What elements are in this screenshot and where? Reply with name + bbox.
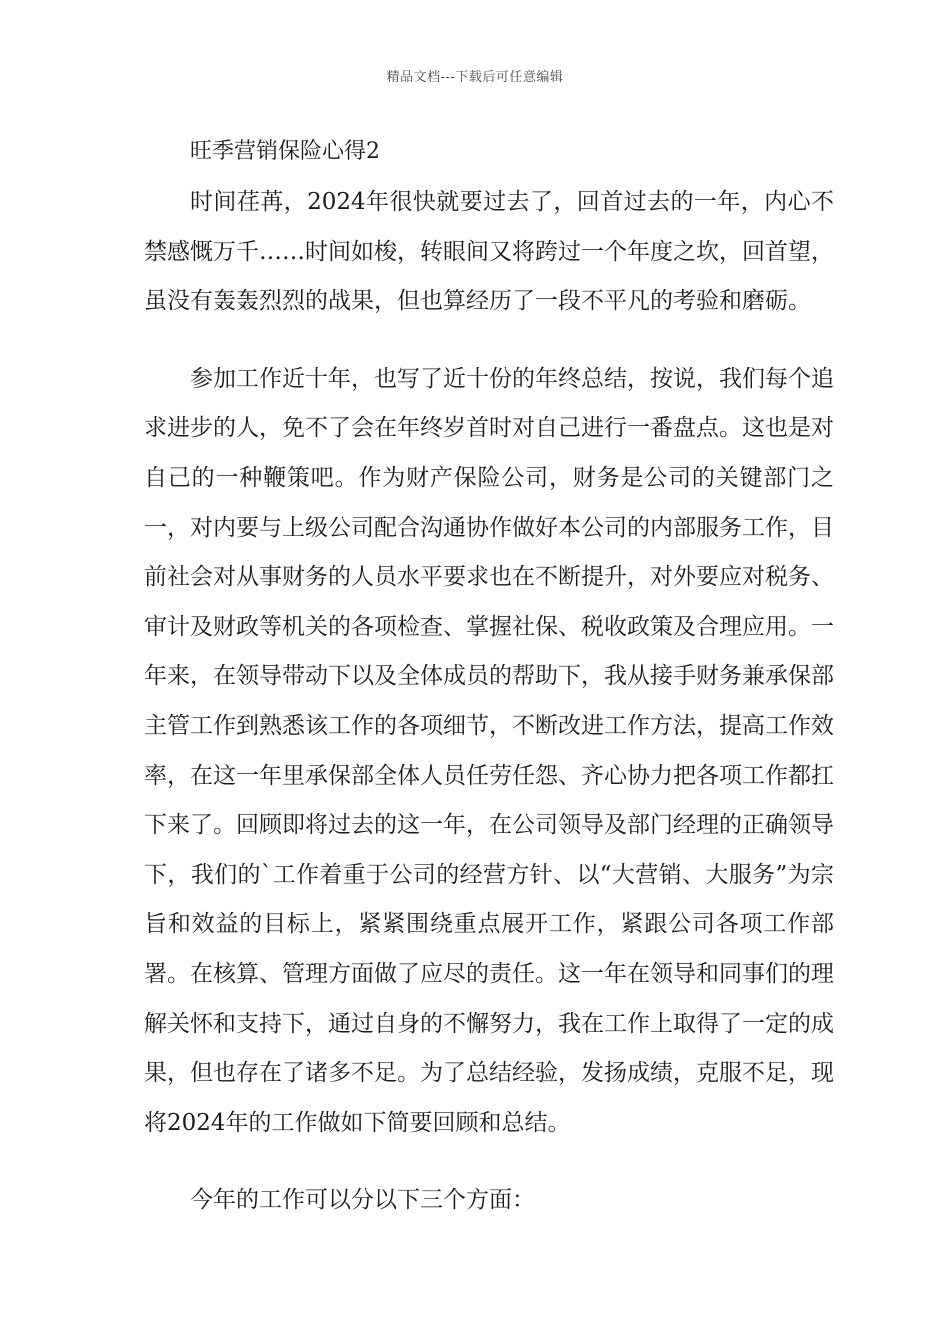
- document-title: 旺季营销保险心得2: [190, 139, 380, 164]
- header-note: 精品文档---下载后可任意编辑: [386, 70, 564, 85]
- document-body: [144, 178, 834, 1226]
- paragraph-intro: 时间荏苒，2024年很快就要过去了，回首过去的一年，内心不禁感慨万千……时间如梭，转眼间又将跨过一个年度之坎，回首望，虽没有轰轰烈烈的战果，但也算经历了一段不平凡的考验和磨砺。: [144, 189, 834, 315]
- paragraph-three-aspects: 今年的工作可以分以下三个方面：: [190, 1187, 535, 1214]
- paragraph-summary: 参加工作近十年，也写了近十份的年终总结，按说，我们每个追求进步的人，免不了会在年终岁首时对自己进行一番盘点。这也是对自己的一种鞭策吧。作为财产保险公司，财务是公司的关键部门之一，对内要与上级公司配合沟通协作做好本公司的内部服务工作，目前社会对从事财务的人员水平要求也在不断提升，对外要应对税务、审计及财政等机关的各项检查、掌握社保、税收政策及合理应用。一年来，在领导带动下以及全体成员的帮助下，我从接手财务兼承保部主管工作到熟悉该工作的各项细节，不断改进工作方法，提高工作效率，在这一年里承保部全体人员任劳任怨、齐心协力把各项工作都扛下来了。回顾即将过去的这一年，在公司领导及部门经理的正确领导下，我们的`工作着重于公司的经营方针、以“大营销、大服务”为宗旨和效益的目标上，紧紧围绕重点展开工作，紧跟公司各项工作部署。在核算、管理方面做了应尽的责任。这一年在领导和同事们的理解关怀和支持下，通过自身的不懈努力，我在工作上取得了一定的成果，但也存在了诸多不足。为了总结经验，发扬成绩，克服不足，现将2024年的工作做如下简要回顾和总结。: [144, 365, 834, 1136]
